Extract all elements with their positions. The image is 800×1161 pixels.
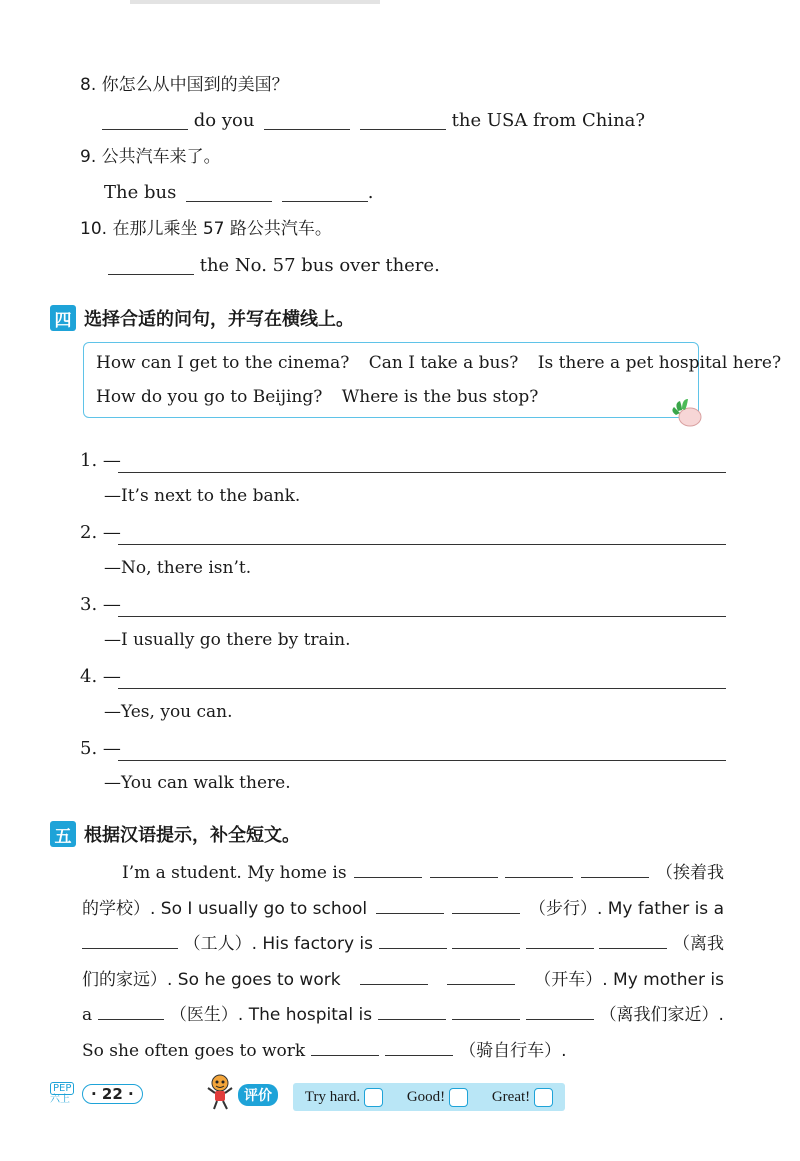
rating-label: Great! [491,1088,531,1105]
passage-blank[interactable] [378,1001,446,1020]
q9-text-2: . [367,182,374,203]
passage-blank[interactable] [526,1001,594,1020]
passage-hint: （医生）. The hospital is [169,1005,373,1025]
q8-blank-2[interactable] [264,111,350,130]
section5-title: 根据汉语提示，补全短文。 [84,825,300,846]
rating-label: Try hard. [304,1088,361,1105]
passage-blank[interactable] [526,930,594,949]
passage-hint: （离我们家近）. [599,1005,724,1025]
mascot-icon [205,1073,235,1111]
choice-item: Can I take a bus? [368,353,519,373]
rating-great [492,1088,553,1107]
passage-blank[interactable] [82,930,178,949]
choices-row-1 [96,353,781,373]
s4-response: —It’s next to the bank. [104,486,301,506]
page-number-value: 22 [101,1085,123,1103]
s4-response: —You can walk there. [104,773,291,793]
passage-blank[interactable] [430,859,498,878]
rating-label: Good! [406,1088,446,1105]
s4-item-number: 1. — [80,450,121,471]
s4-answer-line[interactable] [118,472,726,473]
rating-checkbox[interactable] [449,1088,468,1107]
page-number: · 22 · [82,1084,143,1104]
s4-question-line [80,515,726,545]
s4-answer-line[interactable] [118,544,726,545]
q8-sentence [102,108,730,134]
passage-text: So she often goes to work [82,1040,306,1061]
s4-answer-line[interactable] [118,760,726,761]
question-choices-box [83,342,782,418]
passage-blank[interactable] [385,1037,453,1056]
q10-text: the No. 57 bus over there. [199,255,440,276]
s4-response: —Yes, you can. [104,702,233,722]
passage-text: I’m a student. My home is [122,863,347,883]
s4-answer-line[interactable] [118,688,726,689]
section5-header [50,821,300,847]
pep-tag: PEP [50,1082,74,1095]
q10-prompt: 10. 在那儿乘坐 57 路公共汽车。 [80,219,332,239]
passage-blank[interactable] [354,859,422,878]
passage-blank[interactable] [360,966,428,985]
passage-blank[interactable] [447,966,515,985]
q8-blank-1[interactable] [102,111,188,130]
page-footer [50,1081,570,1113]
grade-label: 六上 [50,1094,70,1105]
section4-badge: 四 [50,305,76,331]
s4-question-line [80,587,726,617]
passage-hint: （步行）. My father is a [528,898,724,919]
passage-row [82,998,724,1034]
s4-question-line [80,659,726,689]
q9-text-1: The bus [104,182,177,203]
passage-hint: （挨着我 [655,863,724,883]
passage-text: 的学校）. So I usually go to school [82,898,368,919]
self-evaluation-bar [293,1083,565,1111]
q10-sentence [108,253,730,279]
passage-blank[interactable] [379,930,447,949]
passage-blank[interactable] [452,930,520,949]
q8-prompt: 8. 你怎么从中国到的美国？ [80,75,289,95]
choices-row-2 [96,387,552,407]
q9-sentence [104,180,730,206]
rating-checkbox[interactable] [534,1088,553,1107]
passage-row [82,927,724,963]
s4-response: —No, there isn’t. [104,558,252,578]
q9-blank-2[interactable] [282,183,368,202]
passage-blank[interactable] [599,930,667,949]
rating-try-hard [305,1088,383,1107]
q9-prompt: 9. 公共汽车来了。 [80,147,221,167]
rating-good [407,1088,468,1107]
passage-row [82,892,724,928]
s4-question-line [80,731,726,761]
s4-question-line [80,443,726,473]
top-cropped-text [130,0,380,4]
passage-row [82,963,724,999]
s4-item-number: 2. — [80,522,121,543]
choice-item: Where is the bus stop? [341,387,539,407]
section5-badge: 五 [50,821,76,847]
passage-blank[interactable] [452,1001,520,1020]
q8-text-2: the USA from China? [451,110,646,131]
cloze-passage [82,856,724,1069]
passage-hint: （工人）. His factory is [183,934,374,954]
passage-blank[interactable] [581,859,649,878]
passage-hint: （离我 [673,934,724,954]
section4-title: 选择合适的问句，并写在横线上。 [84,309,354,330]
edition-label [50,1083,74,1105]
q8-text-1: do you [193,110,255,131]
passage-hint: （骑自行车）. [459,1040,567,1061]
q8-blank-3[interactable] [360,111,446,130]
choice-item: Is there a pet hospital here? [537,353,782,373]
s4-response: —I usually go there by train. [104,630,351,650]
choice-item: How can I get to the cinema? [96,353,350,373]
passage-blank[interactable] [505,859,573,878]
section4-header [50,305,354,331]
passage-hint: 们的家远）. So he goes to work [82,969,341,990]
passage-blank[interactable] [452,895,520,914]
passage-blank[interactable] [311,1037,379,1056]
passage-text: a [82,1005,93,1025]
passage-blank[interactable] [98,1001,164,1020]
passage-row [82,856,724,892]
s4-item-number: 3. — [80,594,121,615]
radish-icon [670,397,704,427]
passage-blank[interactable] [376,895,444,914]
evaluation-label: 评价 [238,1084,278,1106]
passage-hint: （开车）. My mother is [534,969,724,990]
s4-item-number: 5. — [80,738,121,759]
choice-item: How do you go to Beijing? [96,387,323,407]
passage-row [82,1034,724,1070]
q9-blank-1[interactable] [186,183,272,202]
rating-checkbox[interactable] [364,1088,383,1107]
s4-answer-line[interactable] [118,616,726,617]
q10-blank-1[interactable] [108,256,194,275]
s4-item-number: 4. — [80,666,121,687]
